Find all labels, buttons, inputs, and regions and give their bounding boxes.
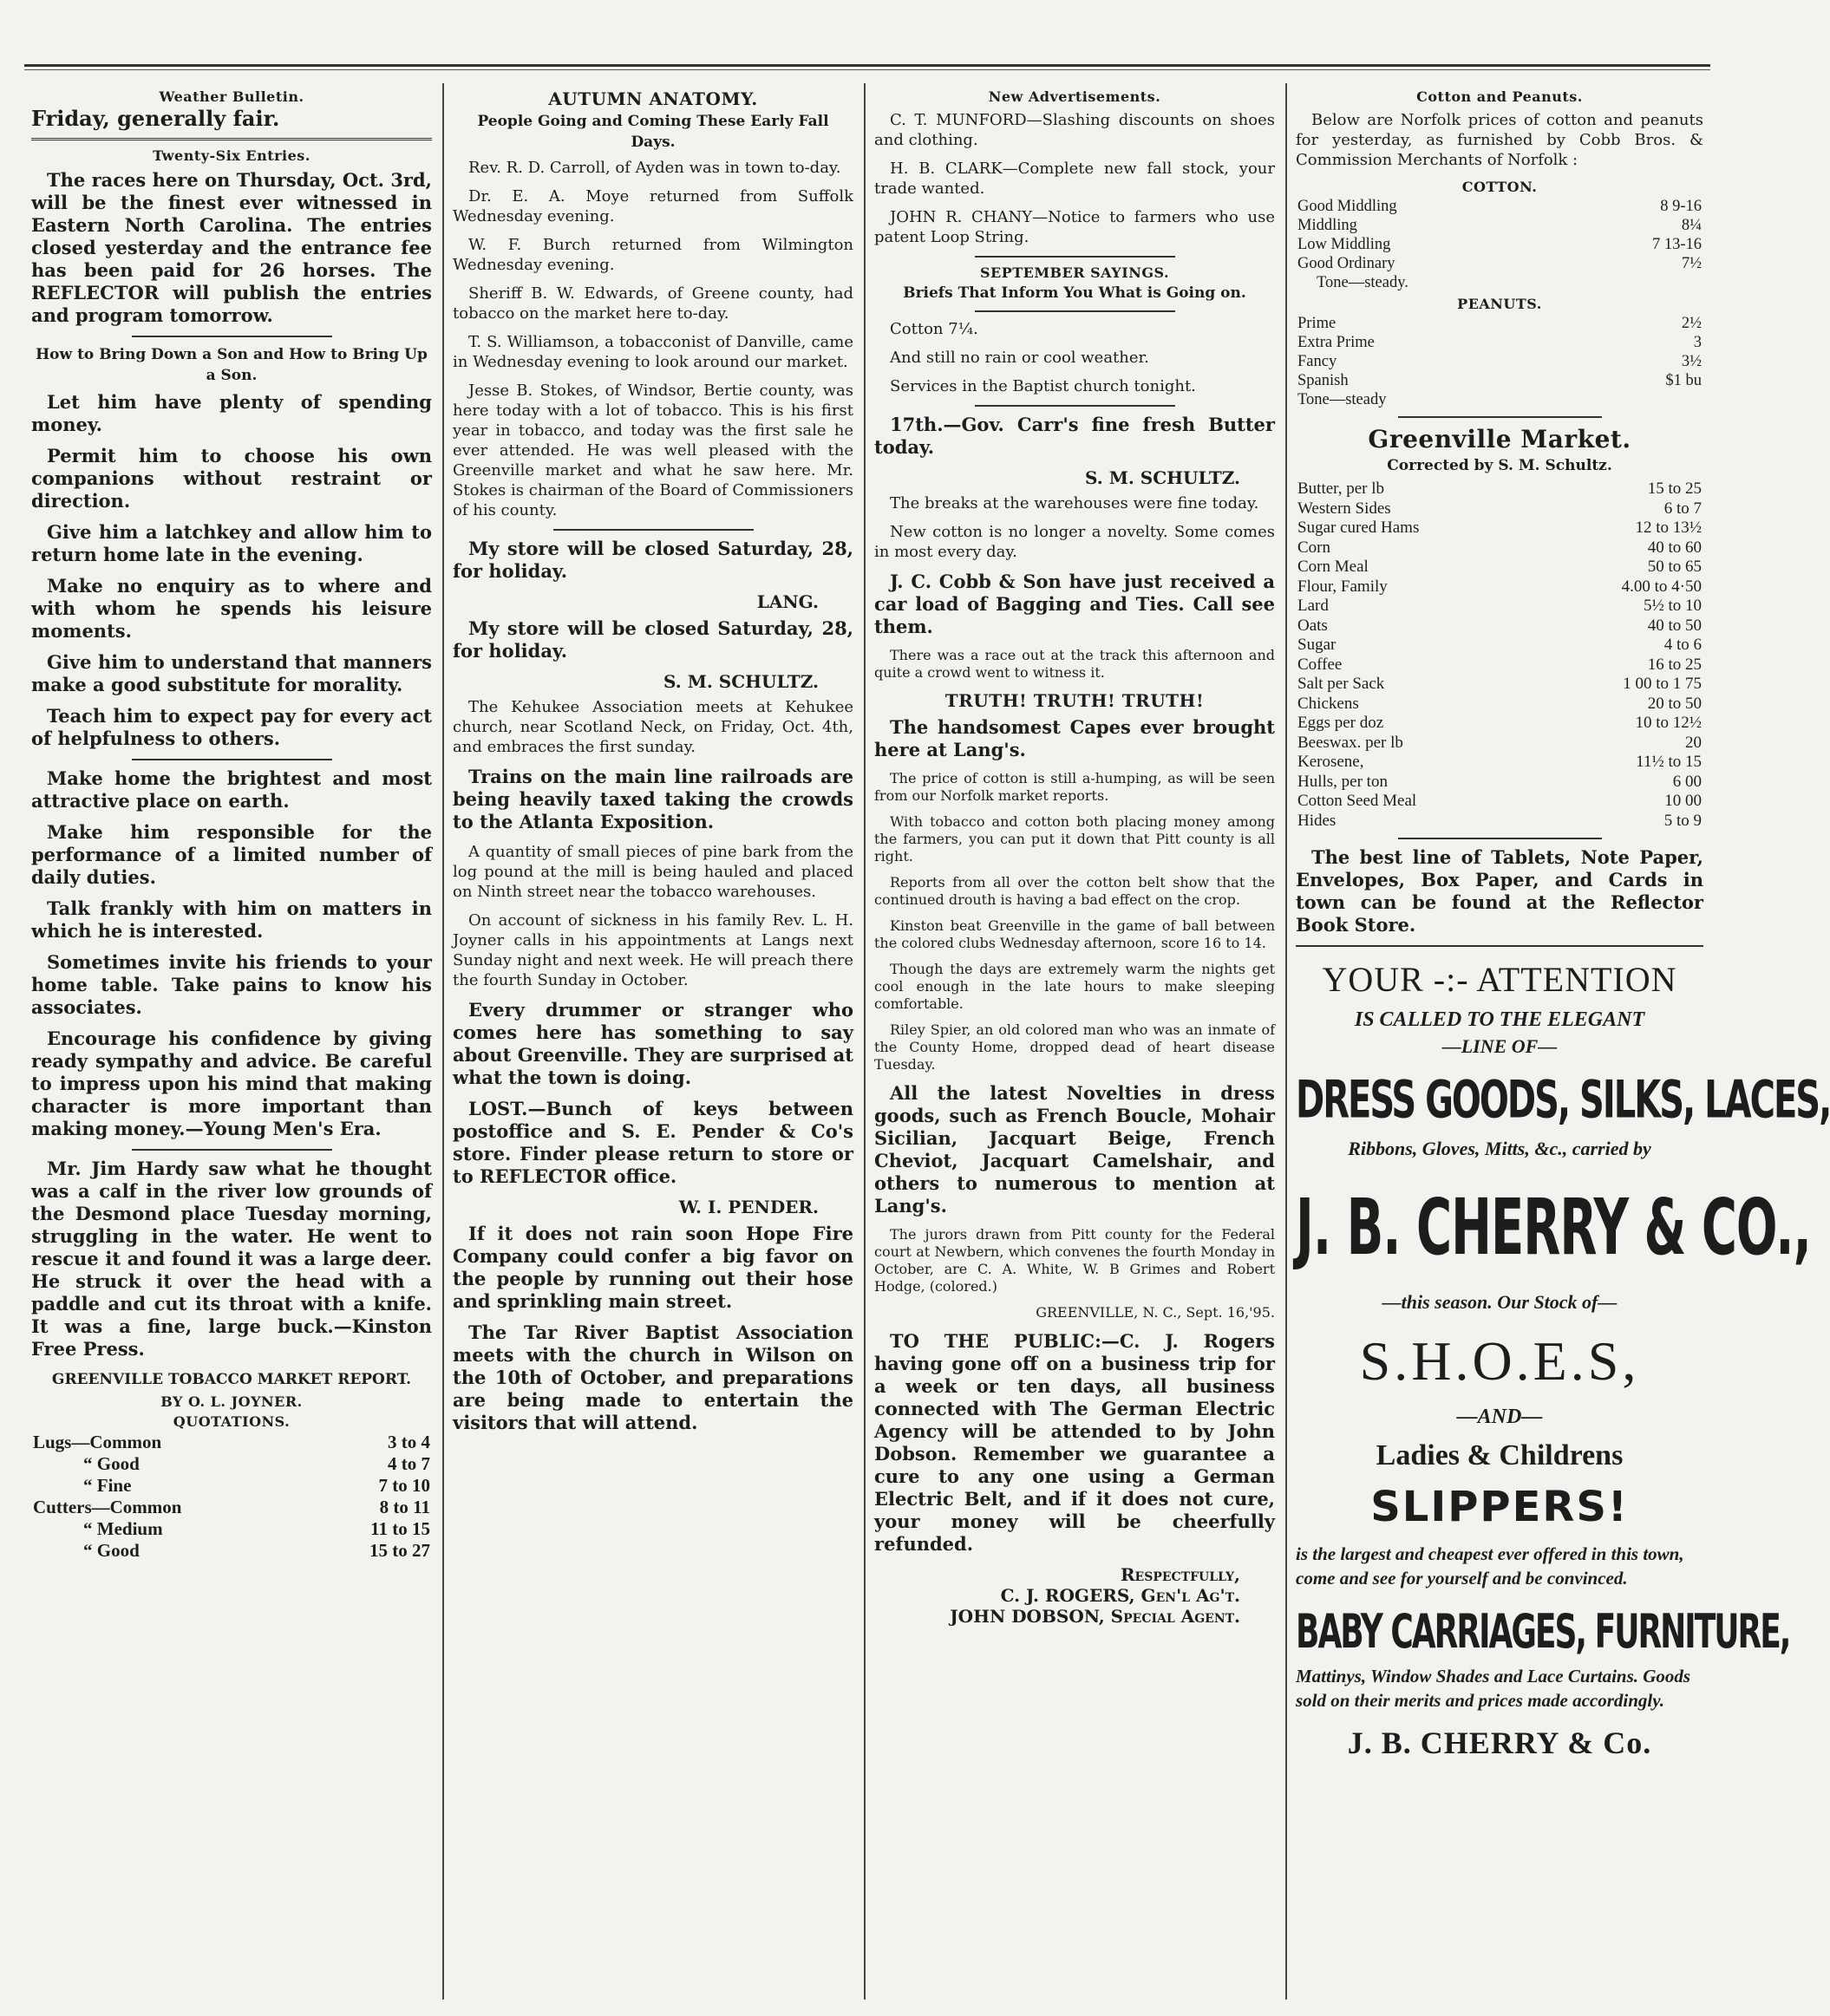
personal-item: Dr. E. A. Moye returned from Suffolk Wednesday evening. — [453, 187, 853, 225]
notice-date: GREENVILLE, N. C., Sept. 16,'95. — [1036, 1304, 1275, 1321]
cherry-advertisement — [1296, 959, 1830, 1761]
divider — [132, 1149, 332, 1151]
cotton-peanuts-intro: Below are Norfolk prices of cotton and peanuts for yesterday, as furnished by Cobb Bros. & Commission Merchants of Norfolk : — [1296, 111, 1703, 169]
row-label: Sugar — [1297, 636, 1337, 654]
table-row — [31, 1432, 432, 1453]
row-value: 3 to 4 — [388, 1432, 430, 1452]
ad-line: J. B. CHERRY & CO., — [1296, 1183, 1811, 1274]
row-value: 2½ — [1681, 315, 1702, 332]
brief-item: With tobacco and cotton both placing money among the farmers, you can put it down that Pitt county is all right. — [874, 813, 1275, 864]
column-2 — [446, 85, 860, 2000]
september-subheading: Briefs That Inform You What is Going on. — [903, 284, 1246, 302]
row-label: Corn Meal — [1297, 558, 1369, 576]
personal-item: Sheriff B. W. Edwards, of Greene county, had tobacco on the market here to-day. — [453, 284, 853, 323]
row-label: Eggs per doz — [1297, 714, 1384, 732]
row-value: 16 to 25 — [1647, 655, 1702, 674]
son-paragraph: Give him to understand that manners make a good substitute for morality. — [31, 651, 432, 695]
row-value: 12 to 13½ — [1635, 519, 1702, 537]
notice-signature: C. J. ROGERS, Gen'l Ag't. — [1000, 1585, 1240, 1606]
row-label: Sugar cured Hams — [1297, 519, 1420, 537]
table-row — [1296, 519, 1703, 538]
row-value: 7 13-16 — [1651, 236, 1702, 253]
divider — [1296, 945, 1703, 947]
table-row — [1296, 197, 1703, 216]
row-label: Spanish — [1297, 372, 1349, 389]
peanuts-heading: PEANUTS. — [1457, 296, 1542, 312]
divider — [1398, 838, 1602, 839]
personal-item: Jesse B. Stokes, of Windsor, Bertie county, was here today with a lot of tobacco. This is his first year in tobacco, and today was the first sale he ever attended. He was well pleased with the Greenville market and what he saw here. Mr. Stokes is chairman of the Board of Commissioners of his county. — [453, 382, 853, 519]
truth-heading: TRUTH! TRUTH! TRUTH! — [944, 690, 1205, 711]
divider — [975, 405, 1175, 407]
row-value: 50 to 65 — [1647, 558, 1702, 576]
brief-item: Cotton 7¼. — [890, 320, 978, 338]
truth-ad: The handsomest Capes ever brought here at Lang's. — [874, 716, 1275, 760]
table-row — [1296, 636, 1703, 656]
ad-line: —LINE OF— — [1441, 1035, 1558, 1057]
row-value: 7 to 10 — [378, 1475, 430, 1496]
peanuts-table — [1296, 314, 1703, 409]
schultz-notice: My store will be closed Saturday, 28, for holiday. — [453, 617, 853, 662]
row-label: Fancy — [1297, 353, 1337, 370]
top-rule — [24, 64, 1710, 67]
autumn-heading: AUTUMN ANATOMY. — [548, 88, 758, 109]
column-rule — [864, 83, 866, 2000]
brief-item: The breaks at the warehouses were fine today. — [890, 494, 1259, 512]
son-heading: How to Bring Down a Son and How to Bring Up a Son. — [36, 346, 428, 384]
row-label: Hulls, per ton — [1297, 772, 1388, 791]
cotton-heading: COTTON. — [1461, 179, 1538, 195]
newspaper-page — [24, 57, 1830, 2000]
row-label: Butter, per lb — [1297, 480, 1385, 498]
table-row — [1296, 577, 1703, 597]
divider — [975, 310, 1175, 312]
notice-signature: JOHN DOBSON, Special Agent. — [950, 1606, 1240, 1627]
row-label: Extra Prime — [1297, 334, 1375, 351]
table-row — [1296, 216, 1703, 235]
row-value: $1 bu — [1665, 372, 1702, 389]
table-row — [31, 1497, 432, 1518]
row-value: 20 to 50 — [1647, 694, 1702, 713]
table-row — [1296, 773, 1703, 793]
personal-item: Rev. R. D. Carroll, of Ayden was in town to-day. — [468, 159, 841, 177]
row-label: Western Sides — [1297, 499, 1391, 518]
son-paragraph: Make no enquiry as to where and with whom he spends his leisure moments. — [31, 575, 432, 642]
table-row — [31, 1453, 432, 1475]
row-label: “ Good — [83, 1453, 140, 1474]
drummer-item: Every drummer or stranger who comes here has something to say about Greenville. They are surprised at what the town is doing. — [453, 999, 853, 1088]
bark-item: A quantity of small pieces of pine bark from the log pound at the mill is being hauled and placed on Ninth street near the tobacco warehouses. — [453, 843, 853, 901]
cobb-ad: J. C. Cobb & Son have just received a car load of Bagging and Ties. Call see them. — [874, 571, 1275, 637]
ad-line: —AND— — [1456, 1406, 1543, 1428]
quotations-heading: QUOTATIONS. — [173, 1413, 291, 1430]
son-paragraph: Sometimes invite his friends to your home table. Take pains to know his associates. — [31, 951, 432, 1018]
row-label: “ Medium — [83, 1518, 163, 1539]
brief-item: Kinston beat Greenville in the game of ball between the colored clubs Wednesday afternoon, score 16 to 14. — [874, 917, 1275, 951]
novelties-ad: All the latest Novelties in dress goods, such as French Boucle, Mohair Sicilian, Jacquart Beige, French Cheviot, Jacquart Camelshair, and others to numerous to mention at Lang's. — [874, 1082, 1275, 1217]
table-row — [1296, 314, 1703, 333]
son-paragraph: Give him a latchkey and allow him to return home late in the evening. — [31, 521, 432, 565]
row-label: Good Ordinary — [1297, 255, 1395, 272]
ad-line: YOUR -:- ATTENTION — [1322, 960, 1677, 999]
ad-line: S.H.O.E.S, — [1359, 1330, 1640, 1392]
divider — [975, 256, 1175, 258]
tobacco-heading: GREENVILLE TOBACCO MARKET REPORT. — [51, 1371, 412, 1388]
table-row — [1296, 617, 1703, 636]
brief-item: And still no rain or cool weather. — [890, 349, 1149, 367]
row-value: 6 to 7 — [1663, 499, 1702, 518]
son-paragraph: Make him responsible for the performance of a limited number of daily duties. — [31, 821, 432, 888]
son-paragraph: Make home the brightest and most attractive place on earth. — [31, 767, 432, 812]
market-heading: Greenville Market. — [1368, 425, 1631, 453]
divider — [1398, 416, 1602, 418]
son-paragraph: Permit him to choose his own companions without restraint or direction. — [31, 445, 432, 512]
ad-line: is the largest and cheapest ever offered in this town, come and see for yourself and be convinced. — [1296, 1543, 1684, 1589]
row-value: 40 to 50 — [1647, 616, 1702, 635]
row-value: 40 to 60 — [1647, 538, 1702, 557]
row-label: Flour, Family — [1297, 577, 1388, 596]
ad-line: IS CALLED TO THE ELEGANT — [1354, 1008, 1645, 1031]
lost-notice: LOST.—Bunch of keys between postoffice and S. E. Pender & Co's store. Finder please return to store or to REFLECTOR office. — [453, 1098, 853, 1187]
table-row — [1296, 538, 1703, 558]
ad-line: Ladies & Childrens — [1376, 1439, 1624, 1471]
table-row — [31, 1518, 432, 1540]
table-row — [1296, 753, 1703, 773]
brief-item: Reports from all over the cotton belt show that the continued drouth is having a bad effect on the crop. — [874, 874, 1275, 908]
new-ad-item: JOHN R. CHANY—Notice to farmers who use patent Loop String. — [874, 208, 1275, 246]
brief-item: Riley Spier, an old colored man who was an inmate of the County Home, dropped dead of heart disease Tuesday. — [874, 1021, 1275, 1073]
table-row — [1296, 235, 1703, 254]
jurors-item: The jurors drawn from Pitt county for the Federal court at Newbern, which convenes the fourth Monday in October, are C. A. White, W. B Grimes and Robert Hodge, (colored.) — [874, 1226, 1275, 1295]
schultz-signature: S. M. SCHULTZ. — [663, 671, 819, 692]
tobacco-byline: BY O. L. JOYNER. — [160, 1393, 303, 1410]
row-value: 20 — [1685, 733, 1702, 752]
table-row — [1296, 695, 1703, 714]
row-value: 4 to 6 — [1663, 636, 1702, 654]
ad-line: Mattinys, Window Shades and Lace Curtains. Goods sold on their merits and prices made accordingly. — [1296, 1666, 1691, 1711]
row-label: Chickens — [1297, 694, 1359, 713]
row-value: 10 00 — [1664, 792, 1702, 810]
market-table — [1296, 480, 1703, 831]
row-label: Lugs—Common — [33, 1432, 162, 1452]
column-rule — [442, 83, 444, 2000]
divider — [553, 529, 754, 531]
cotton-peanuts-heading: Cotton and Peanuts. — [1416, 88, 1583, 105]
row-value: 5½ to 10 — [1643, 597, 1702, 615]
son-paragraph: Let him have plenty of spending money. — [31, 391, 432, 435]
row-label: Cotton Seed Meal — [1297, 792, 1417, 810]
table-row — [1296, 675, 1703, 695]
weather-text: Friday, generally fair. — [31, 106, 280, 131]
new-ads-heading: New Advertisements. — [988, 88, 1161, 105]
brief-item: The price of cotton is still a-humping, as will be seen from our Norfolk market reports. — [874, 770, 1275, 804]
row-label: Hides — [1297, 811, 1337, 830]
rain-item: If it does not rain soon Hope Fire Company could confer a big favor on the people by running out their hose and sprinkling main street. — [453, 1223, 853, 1312]
row-value: 4 to 7 — [388, 1453, 430, 1474]
cotton-table — [1296, 197, 1703, 292]
weather-heading: Weather Bulletin. — [159, 88, 304, 105]
ad-line: SLIPPERS! — [1370, 1483, 1629, 1531]
tablets-ad: The best line of Tablets, Note Paper, Envelopes, Box Paper, and Cards in town can be found at the Reflector Book Store. — [1296, 846, 1703, 936]
row-value: 8 9-16 — [1660, 198, 1702, 215]
kehukee-item: The Kehukee Association meets at Kehukee church, near Scotland Neck, on Friday, Oct. 4th, and embraces the first sunday. — [453, 698, 853, 756]
personal-item: W. F. Burch returned from Wilmington Wednesday evening. — [453, 236, 853, 274]
september-heading: SEPTEMBER SAYINGS. — [979, 264, 1170, 281]
row-value: 5 to 9 — [1663, 811, 1702, 830]
table-row — [1296, 371, 1703, 390]
column-1 — [24, 85, 439, 2000]
market-byline: Corrected by S. M. Schultz. — [1387, 457, 1612, 474]
brief-item: New cotton is no longer a novelty. Some comes in most every day. — [874, 523, 1275, 561]
brief-item: There was a race out at the track this afternoon and quite a crowd went to witness it. — [874, 647, 1275, 681]
row-label: Coffee — [1297, 655, 1343, 674]
column-rule — [1285, 83, 1287, 2000]
row-label: “ Fine — [83, 1475, 132, 1496]
table-row — [1296, 254, 1703, 273]
table-row — [1296, 480, 1703, 499]
quotations-table — [31, 1432, 432, 1562]
table-row — [1296, 734, 1703, 754]
row-value: 8 to 11 — [379, 1497, 430, 1517]
row-value: 10 to 12½ — [1635, 714, 1702, 732]
table-row — [1296, 352, 1703, 371]
divider — [132, 336, 332, 337]
column-4 — [1289, 85, 1830, 2000]
ad-line: DRESS GOODS, SILKS, LACES, — [1296, 1070, 1830, 1131]
row-label: Prime — [1297, 315, 1337, 332]
lost-signature: W. I. PENDER. — [678, 1197, 819, 1217]
races-article: The races here on Thursday, Oct. 3rd, will be the finest ever witnessed in Eastern North Carolina. The entries closed yesterday and the entrance fee has been paid for 26 horses. The REFLECTOR will publish the entries and program tomorrow. — [31, 169, 432, 326]
notice-respectfully: Respectfully, — [1120, 1564, 1240, 1585]
ad-line: BABY CARRIAGES, FURNITURE, — [1296, 1605, 1790, 1660]
table-row — [1296, 499, 1703, 519]
divider — [132, 759, 332, 760]
table-row — [31, 1540, 432, 1562]
son-paragraph: Teach him to expect pay for every act of helpfulness to others. — [31, 705, 432, 749]
table-row — [1296, 656, 1703, 675]
lang-signature: LANG. — [756, 591, 819, 612]
row-value: 4.00 to 4·50 — [1621, 577, 1702, 596]
son-paragraph: Talk frankly with him on matters in which he is interested. — [31, 897, 432, 942]
row-value: 15 to 25 — [1647, 480, 1702, 498]
table-row — [1296, 390, 1703, 409]
table-row — [1296, 714, 1703, 734]
autumn-subheading: People Going and Coming These Early Fall Days. — [477, 113, 829, 151]
new-ad-item: C. T. MUNFORD—Slashing discounts on shoes and clothing. — [874, 111, 1275, 149]
row-value: 3 — [1693, 334, 1702, 351]
table-row — [1296, 558, 1703, 577]
row-label: Middling — [1297, 217, 1357, 234]
row-label: Beeswax. per lb — [1297, 733, 1403, 752]
row-value: 11 to 15 — [370, 1518, 430, 1539]
new-ad-item: H. B. CLARK—Complete new fall stock, your trade wanted. — [874, 160, 1275, 198]
table-row — [1296, 597, 1703, 617]
ad-line: Ribbons, Gloves, Mitts, &c., carried by — [1348, 1138, 1651, 1159]
public-notice: TO THE PUBLIC:—C. J. Rogers having gone off on a business trip for a week or ten days, all business connected with The German Electric Agency will be attended to by John Dobson. Remember we guarantee a cure to any one using a German Electric Belt, and if it does not cure, your money will be cheerfully refunded. — [874, 1330, 1275, 1555]
personal-item: T. S. Williamson, a tobacconist of Danville, came in Wednesday evening to look around our market. — [453, 333, 853, 371]
lang-notice: My store will be closed Saturday, 28, for holiday. — [453, 538, 853, 582]
row-label: Lard — [1297, 597, 1329, 615]
row-value: 15 to 27 — [369, 1540, 430, 1561]
row-label: Low Middling — [1297, 236, 1391, 253]
row-label: Corn — [1297, 538, 1330, 557]
row-label: Good Middling — [1297, 198, 1397, 215]
ad-line: —this season. Our Stock of— — [1382, 1291, 1618, 1313]
ad-line: J. B. CHERRY & Co. — [1347, 1726, 1652, 1760]
butter-signature: S. M. SCHULTZ. — [1085, 467, 1240, 488]
baptist-item: The Tar River Baptist Association meets with the church in Wilson on the 10th of October, and preparations are being made to entertain the visitors that will attend. — [453, 1321, 853, 1433]
table-row — [1296, 792, 1703, 812]
row-label: Kerosene, — [1297, 753, 1364, 771]
row-value: 1 00 to 1 75 — [1623, 675, 1702, 693]
row-label: Tone—steady. — [1317, 274, 1408, 291]
row-value: 8¼ — [1681, 217, 1702, 234]
row-label: Salt per Sack — [1297, 675, 1385, 693]
row-label: Cutters—Common — [33, 1497, 182, 1517]
brief-item: Though the days are extremely warm the nights get cool enough in the late hours to make sleeping comfortable. — [874, 961, 1275, 1012]
row-label: Oats — [1297, 616, 1328, 635]
son-paragraph: Encourage his confidence by giving ready sympathy and advice. Be careful to impress upon his mind that making character is more important than making money.—Young Men's Era. — [31, 1028, 432, 1139]
row-label: Tone—steady — [1297, 391, 1387, 408]
row-value: 6 00 — [1672, 772, 1702, 791]
table-row — [1296, 273, 1703, 292]
races-heading: Twenty-Six Entries. — [153, 147, 310, 164]
butter-ad: 17th.—Gov. Carr's fine fresh Butter today. — [874, 414, 1275, 458]
column-3 — [867, 85, 1282, 2000]
table-row — [1296, 812, 1703, 832]
row-label: “ Good — [83, 1540, 140, 1561]
row-value: 7½ — [1681, 255, 1702, 272]
table-row — [31, 1475, 432, 1497]
row-value: 3½ — [1681, 353, 1702, 370]
trains-item: Trains on the main line railroads are being heavily taxed taking the crowds to the Atlanta Exposition. — [453, 766, 853, 832]
top-rule-thin — [24, 69, 1710, 70]
table-row — [1296, 333, 1703, 352]
row-value: 11½ to 15 — [1636, 753, 1702, 771]
hardy-article: Mr. Jim Hardy saw what he thought was a calf in the river low grounds of the Desmond place Tuesday morning, struggling in the water. He went to rescue it and found it was a large deer. He struck it over the head with a paddle and cut its throat with a knife. It was a fine, large buck.—Kinston Free Press. — [31, 1158, 432, 1360]
joyner-item: On account of sickness in his family Rev. L. H. Joyner calls in his appointments at Langs next Sunday night and next week. He will preach there the fourth Sunday in October. — [453, 911, 853, 989]
divider — [31, 138, 432, 140]
brief-item: Services in the Baptist church tonight. — [890, 377, 1196, 395]
